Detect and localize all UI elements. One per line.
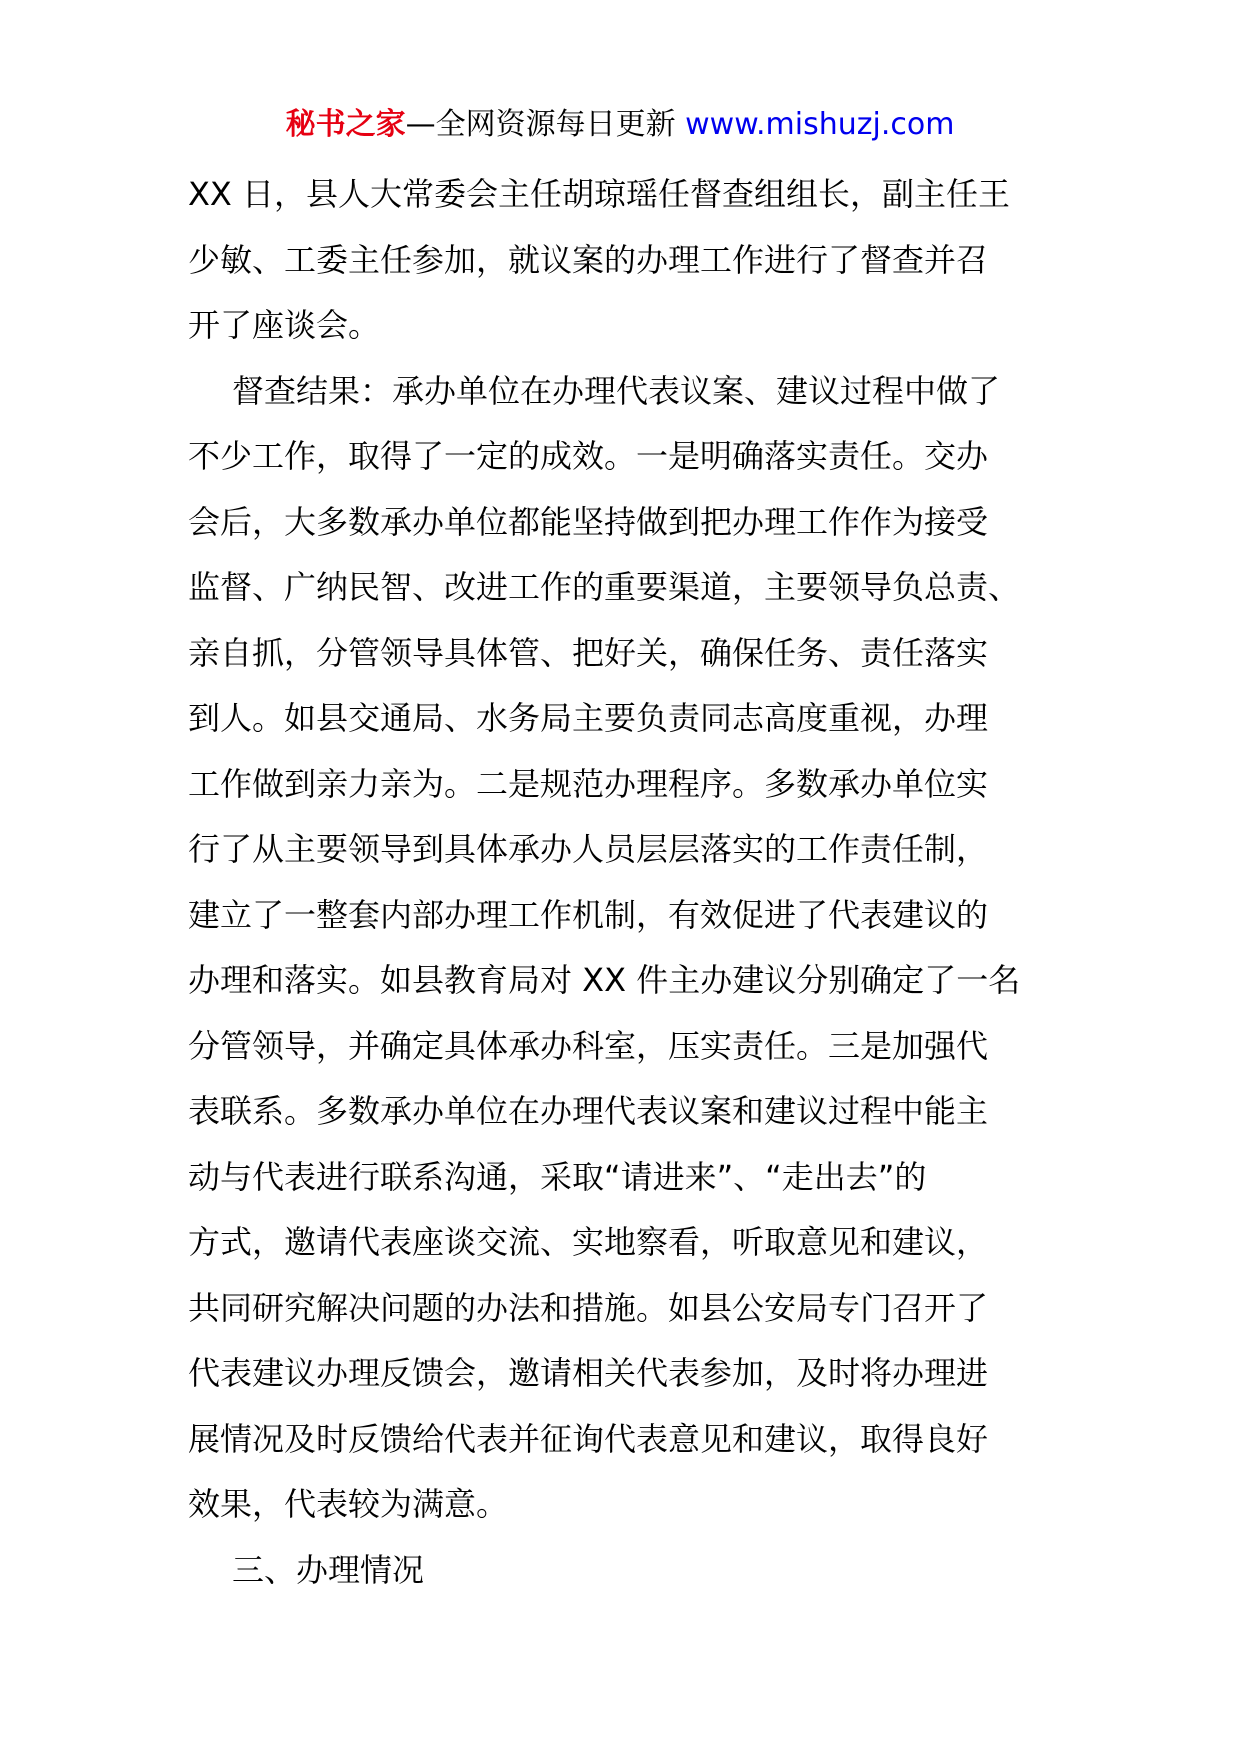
- document-body: [188, 162, 1058, 1603]
- text-line: 督查结果：承办单位在办理代表议案、建议过程中做了: [232, 371, 1001, 410]
- text-line: 分管领导，并确定具体承办科室，压实责任。三是加强代: [188, 1026, 989, 1065]
- text-line: 三、办理情况: [232, 1550, 425, 1589]
- header-tagline: —全网资源每日更新: [405, 107, 676, 142]
- text-line: 展情况及时反馈给代表并征询代表意见和建议，取得良好: [188, 1419, 989, 1458]
- text-line: 动与代表进行联系沟通，采取“请进来”、“走出去”的: [188, 1157, 927, 1196]
- text-line: 建立了一整套内部办理工作机制，有效促进了代表建议的: [188, 895, 989, 934]
- text-line: 效果，代表较为满意。: [188, 1485, 509, 1523]
- brand-name: 秘书之家: [285, 107, 406, 142]
- text-line: 少敏、工委主任参加，就议案的办理工作进行了督查并召: [188, 240, 989, 279]
- text-line: 会后，大多数承办单位都能坚持做到把办理工作作为接受: [188, 502, 989, 541]
- text-line: 代表建议办理反馈会，邀请相关代表参加，及时将办理进: [188, 1354, 989, 1392]
- text-line: 共同研究解决问题的办法和措施。如县公安局专门召开了: [188, 1288, 989, 1327]
- text-line: 方式，邀请代表座谈交流、实地察看，听取意见和建议，: [188, 1223, 989, 1261]
- website-link[interactable]: www.mishuzj.com: [685, 107, 955, 142]
- text-line: 工作做到亲力亲为。二是规范办理程序。多数承办单位实: [188, 764, 989, 803]
- page-header: [0, 102, 1240, 148]
- text-line: 到人。如县交通局、水务局主要负责同志高度重视，办理: [188, 699, 989, 737]
- text-line: 监督、广纳民智、改进工作的重要渠道，主要领导负总责、: [188, 568, 1021, 606]
- text-line: 亲自抓，分管领导具体管、把好关，确保任务、责任落实: [188, 633, 989, 672]
- text-line: 表联系。多数承办单位在办理代表议案和建议过程中能主: [188, 1092, 989, 1130]
- text-line: 办理和落实。如县教育局对 XX 件主办建议分别确定了一名: [188, 961, 1021, 999]
- text-line: 不少工作，取得了一定的成效。一是明确落实责任。交办: [188, 437, 989, 475]
- text-line: XX 日，县人大常委会主任胡琼瑶任督查组组长，副主任王: [188, 175, 1011, 213]
- text-line: 开了座谈会。: [188, 306, 381, 344]
- text-line: 行了从主要领导到具体承办人员层层落实的工作责任制，: [188, 830, 989, 868]
